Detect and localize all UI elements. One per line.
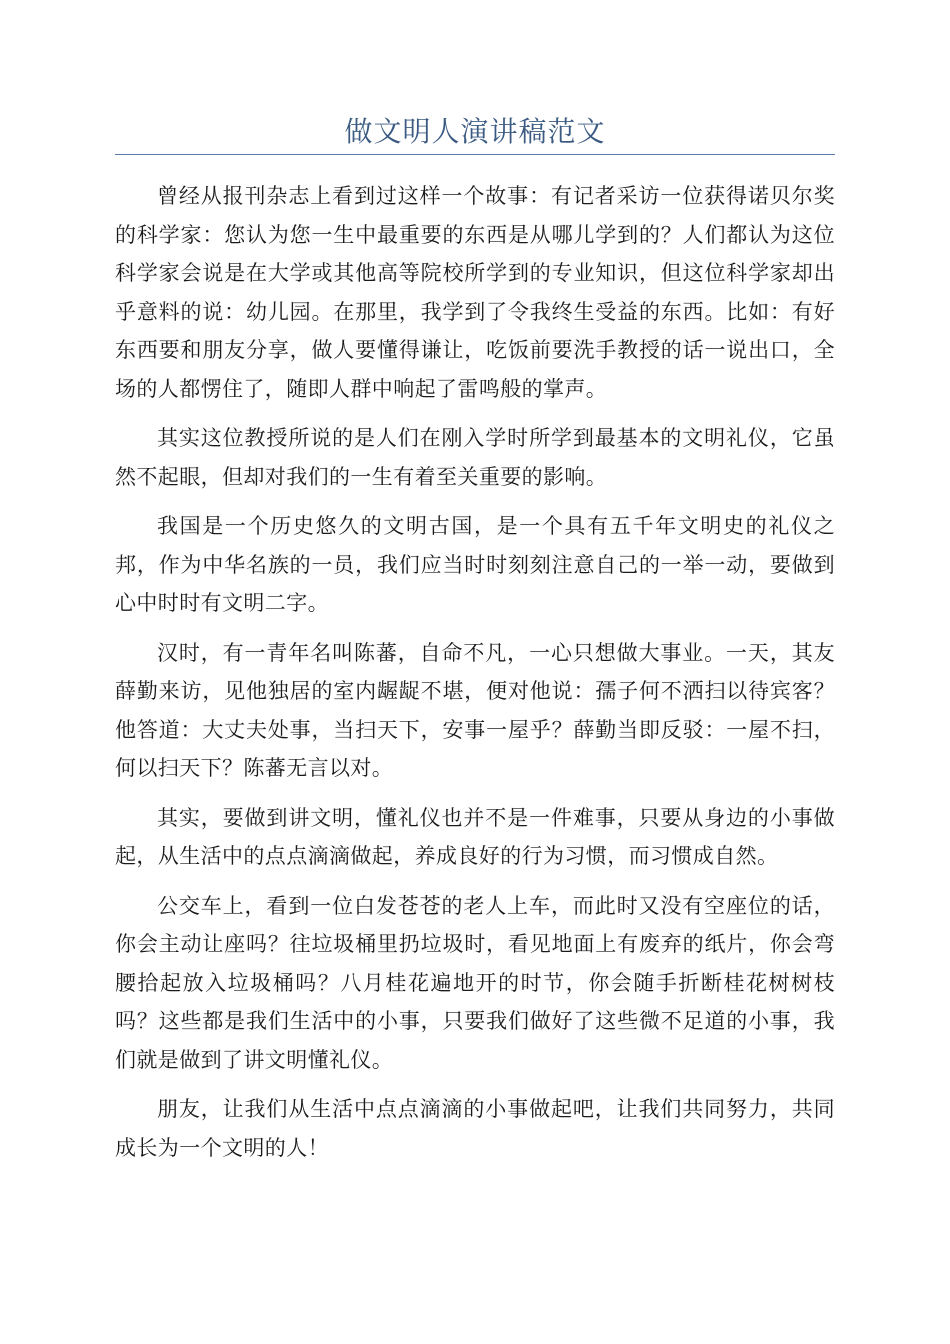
title-underline	[115, 154, 835, 155]
paragraph-1: 曾经从报刊杂志上看到过这样一个故事：有记者采访一位获得诺贝尔奖的科学家：您认为您一生中最重要的东西是从哪儿学到的？人们都认为这位科学家会说是在大学或其他高等院校所学到的专业知识，但这位科学家却出乎意料的说：幼儿园。在那里，我学到了令我终生受益的东西。比如：有好东西要和朋友分享，做人要懂得谦让，吃饭前要洗手教授的话一说出口，全场的人都愣住了，随即人群中响起了雷鸣般的掌声。	[115, 184, 835, 401]
paragraph-4: 汉时，有一青年名叫陈蕃，自命不凡，一心只想做大事业。一天，其友薛勤来访，见他独居的室内龌龊不堪，便对他说：孺子何不洒扫以待宾客？他答道：大丈夫处事，当扫天下，安事一屋乎？薛勤当即反驳：一屋不扫，何以扫天下？陈蕃无言以对。	[115, 640, 835, 780]
paragraph-2: 其实这位教授所说的是人们在刚入学时所学到最基本的文明礼仪，它虽然不起眼，但却对我们的一生有着至关重要的影响。	[115, 426, 835, 489]
document-body	[115, 177, 835, 1178]
paragraph-6: 公交车上，看到一位白发苍苍的老人上车，而此时又没有空座位的话，你会主动让座吗？往垃圾桶里扔垃圾时，看见地面上有废弃的纸片，你会弯腰拾起放入垃圾桶吗？八月桂花遍地开的时节，你会随手折断桂花树树枝吗？这些都是我们生活中的小事，只要我们做好了这些微不足道的小事，我们就是做到了讲文明懂礼仪。	[115, 893, 835, 1072]
paragraph-7: 朋友，让我们从生活中点点滴滴的小事做起吧，让我们共同努力，共同成长为一个文明的人！	[115, 1097, 835, 1160]
paragraph-3: 我国是一个历史悠久的文明古国，是一个具有五千年文明史的礼仪之邦，作为中华名族的一员，我们应当时时刻刻注意自己的一举一动，要做到心中时时有文明二字。	[115, 514, 835, 615]
document-title: 做文明人演讲稿范文	[344, 115, 606, 148]
paragraph-5: 其实，要做到讲文明，懂礼仪也并不是一件难事，只要从身边的小事做起，从生活中的点点滴滴做起，养成良好的行为习惯，而习惯成自然。	[115, 805, 835, 868]
